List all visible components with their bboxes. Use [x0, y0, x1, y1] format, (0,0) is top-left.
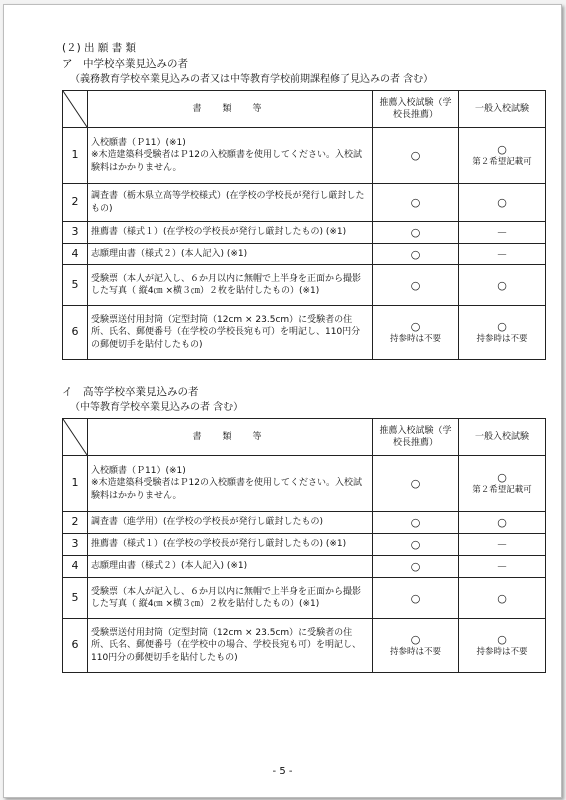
section-a-title: ア 中学校卒業見込みの者 — [62, 58, 188, 70]
recommendation-cell — [373, 265, 459, 306]
general-cell — [459, 619, 546, 673]
table-row — [63, 456, 546, 512]
table-row — [63, 265, 546, 306]
row-number: 5 — [63, 578, 88, 619]
not-required-mark: － — [496, 247, 508, 261]
general-cell — [459, 306, 546, 360]
document-description: 受験票送付用封筒（定型封筒（12cm × 23.5cm）に受験者の住所、氏名、郵便番号（在学校中の場合、学校長宛も可）を明記し、110円分の郵便切手を貼付したもの) — [88, 619, 373, 673]
table-row — [63, 128, 546, 184]
not-required-mark: － — [496, 560, 508, 573]
document-description: 受験票送付用封筒（定型封筒（12cm × 23.5cm）に受験者の住所、氏名、郵便番号（在学校の学校長宛も可）を明記し、110円分の郵便切手を貼付したもの) — [88, 306, 373, 360]
diagonal-header-cell — [63, 419, 88, 456]
cell-note: 持参時は不要 — [389, 647, 441, 657]
recommendation-cell — [373, 306, 459, 360]
required-mark: ○ — [410, 633, 421, 646]
header-documents: 書 類 等 — [88, 419, 373, 456]
general-cell — [459, 128, 546, 184]
header-general-exam: 一般入校試験 — [459, 419, 546, 456]
required-mark: ○ — [497, 633, 507, 646]
general-cell — [459, 184, 546, 222]
row-number: 3 — [63, 222, 88, 244]
page-number: - 5 - — [272, 766, 293, 777]
general-cell — [459, 534, 546, 556]
document-description: 推薦書（様式１）(在学校の学校長が発行し厳封したもの) (※1) — [88, 222, 373, 244]
required-mark: ○ — [410, 278, 421, 292]
recommendation-cell — [373, 512, 459, 534]
row-number: 4 — [63, 244, 88, 265]
required-mark: ○ — [497, 516, 507, 529]
required-mark: ○ — [410, 320, 421, 333]
required-mark: ○ — [410, 247, 421, 261]
row-number: 3 — [63, 534, 88, 556]
requirements-table-a — [62, 90, 546, 360]
general-cell — [459, 456, 546, 512]
document-description: 受験票（本人が記入し、６か月以内に無帽で上半身を正面から撮影した写真（ 縦4㎝ ×横３㎝）２枚を貼付したもの）(※1) — [88, 578, 373, 619]
section-b-title: イ 高等学校卒業見込みの者 — [62, 386, 199, 398]
recommendation-cell — [373, 222, 459, 244]
required-mark: ○ — [410, 477, 421, 490]
table-row — [63, 222, 546, 244]
row-number: 1 — [63, 456, 88, 512]
row-number: 2 — [63, 184, 88, 222]
document-description: 入校願書（Ｐ11）(※1) ※木造建築科受験者はＰ12の入校願書を使用してください。入校試験料はかかりません。 — [88, 128, 373, 184]
section-a-subtitle: （義務教育学校卒業見込みの者又は中等教育学校前期課程修了見込みの者 含む） — [70, 74, 434, 85]
row-number: 2 — [63, 512, 88, 534]
required-mark: ○ — [410, 538, 421, 551]
required-mark: ○ — [497, 143, 507, 156]
table-row — [63, 244, 546, 265]
document-description: 調査書（進学用）(在学校の学校長が発行し厳封したもの) — [88, 512, 373, 534]
table-row — [63, 512, 546, 534]
recommendation-cell — [373, 456, 459, 512]
general-cell — [459, 512, 546, 534]
document-description: 調査書（栃木県立高等学校様式）(在学校の学校長が発行し厳封したもの) — [88, 184, 373, 222]
required-mark: ○ — [410, 196, 421, 209]
cell-note: 持参時は不要 — [476, 334, 528, 344]
required-mark: ○ — [410, 591, 421, 605]
table-row — [63, 184, 546, 222]
required-mark: ○ — [497, 320, 507, 333]
row-number: 6 — [63, 619, 88, 673]
required-mark: ○ — [410, 560, 421, 573]
section-b-subtitle: （中等教育学校卒業見込みの者 含む） — [70, 402, 244, 413]
header-recommendation-exam: 推薦入校試験（学校長推薦） — [373, 419, 459, 456]
document-page — [3, 4, 562, 798]
required-mark: ○ — [497, 278, 507, 292]
document-description: 受験票（本人が記入し、６か月以内に無帽で上半身を正面から撮影した写真（ 縦4㎝ ×横３㎝）２枚を貼付したもの）(※1) — [88, 265, 373, 306]
table-row — [63, 578, 546, 619]
not-required-mark: － — [496, 226, 508, 239]
recommendation-cell — [373, 578, 459, 619]
cell-note: 持参時は不要 — [476, 647, 528, 657]
required-mark: ○ — [497, 196, 507, 209]
general-cell — [459, 556, 546, 578]
header-general-exam: 一般入校試験 — [459, 91, 546, 128]
document-description: 入校願書（Ｐ11）(※1) ※木造建築科受験者はＰ12の入校願書を使用してください。入校試験料はかかりません。 — [88, 456, 373, 512]
cell-note: 第２希望記載可 — [472, 157, 532, 167]
cell-note: 第２希望記載可 — [472, 485, 532, 495]
row-number: 5 — [63, 265, 88, 306]
row-number: 6 — [63, 306, 88, 360]
section-heading: (２) 出 願 書 類 — [62, 42, 137, 54]
required-mark: ○ — [497, 471, 507, 484]
row-number: 1 — [63, 128, 88, 184]
header-recommendation-exam: 推薦入校試験（学校長推薦） — [373, 91, 459, 128]
general-cell — [459, 244, 546, 265]
recommendation-cell — [373, 534, 459, 556]
cell-note: 持参時は不要 — [389, 334, 441, 344]
general-cell — [459, 578, 546, 619]
document-description: 志願理由書（様式２）(本人記入) (※1) — [88, 244, 373, 265]
general-cell — [459, 222, 546, 244]
recommendation-cell — [373, 244, 459, 265]
header-documents: 書 類 等 — [88, 91, 373, 128]
document-description: 推薦書（様式１）(在学校の学校長が発行し厳封したもの) (※1) — [88, 534, 373, 556]
table-row — [63, 534, 546, 556]
required-mark: ○ — [497, 591, 507, 605]
diagonal-header-cell — [63, 91, 88, 128]
document-description: 志願理由書（様式２）(本人記入) (※1) — [88, 556, 373, 578]
recommendation-cell — [373, 556, 459, 578]
required-mark: ○ — [410, 226, 421, 239]
table-row — [63, 306, 546, 360]
table-header-row — [63, 91, 546, 128]
recommendation-cell — [373, 184, 459, 222]
recommendation-cell — [373, 619, 459, 673]
requirements-table-b — [62, 418, 546, 673]
row-number: 4 — [63, 556, 88, 578]
table-header-row — [63, 419, 546, 456]
table-row — [63, 556, 546, 578]
table-row — [63, 619, 546, 673]
recommendation-cell — [373, 128, 459, 184]
required-mark: ○ — [410, 149, 421, 162]
general-cell — [459, 265, 546, 306]
required-mark: ○ — [410, 516, 421, 529]
not-required-mark: － — [496, 538, 508, 551]
